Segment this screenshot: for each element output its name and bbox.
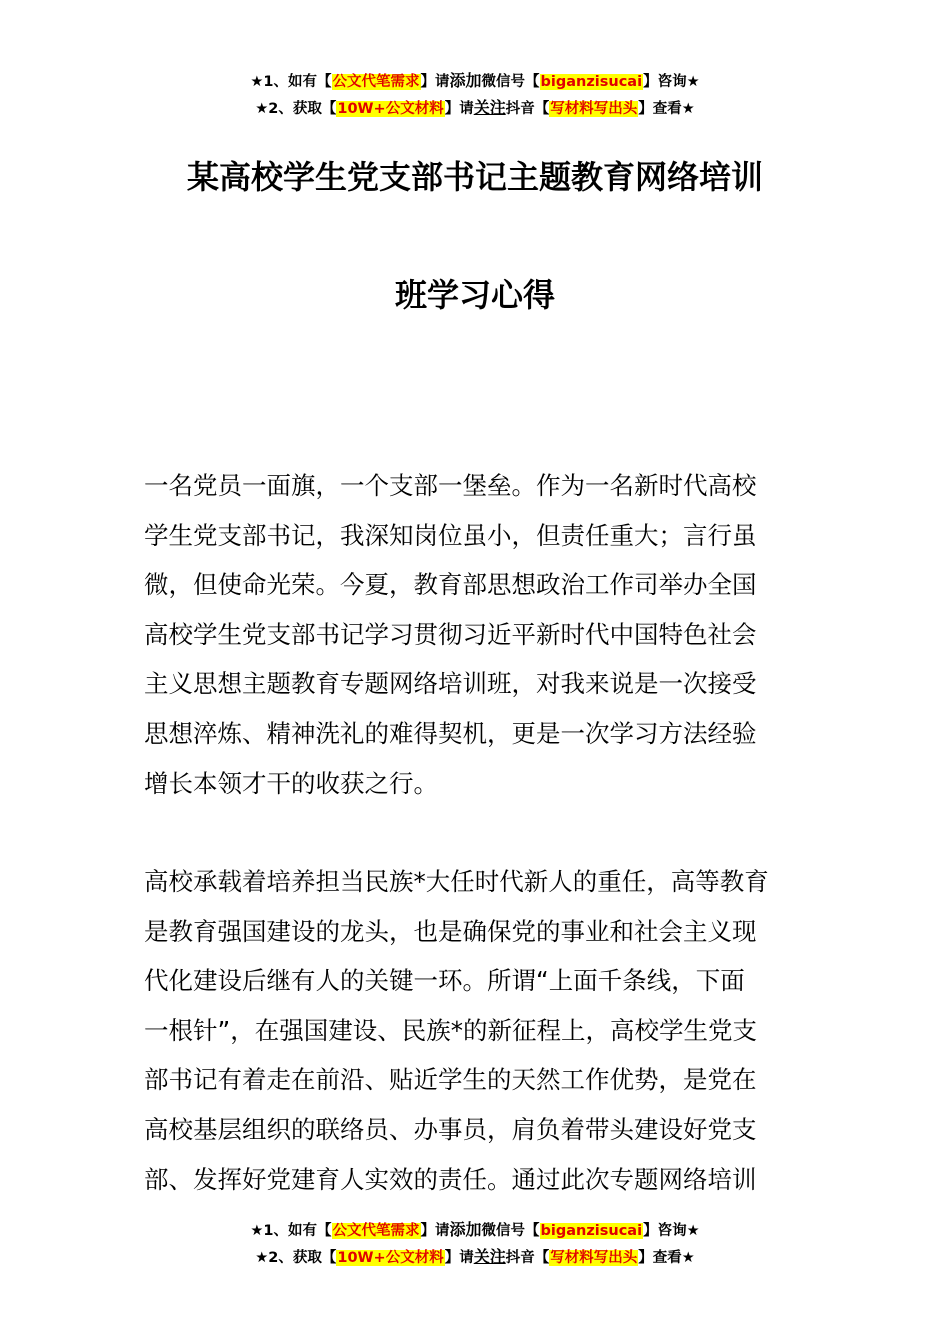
text-line: 高校学生党支部书记学习贯彻习近平新时代中国特色社会	[144, 619, 757, 649]
text-line: 增长本领才干的收获之行。	[144, 768, 438, 798]
highlight-materials: 10W+公文材料	[337, 1250, 444, 1266]
text-line: 微，但使命光荣。今夏，教育部思想政治工作司举办全国	[144, 570, 757, 600]
text-line: 主义思想主题教育专题网络培训班，对我来说是一次接受	[144, 669, 757, 699]
paragraph-2	[144, 857, 808, 1204]
highlight-wechat-id: biganzisucai	[540, 1223, 643, 1239]
highlight-wechat-id: biganzisucai	[540, 74, 643, 90]
banner-line-2: ★2、获取【10W+公文材料】请关注抖音【写材料写出头】查看★	[255, 1247, 695, 1266]
document-title-line-1: 某高校学生党支部书记主题教育网络培训	[186, 158, 763, 196]
text-line: 高校承载着培养担当民族*大任时代新人的重任，高等教育	[144, 867, 769, 896]
highlight-materials: 10W+公文材料	[337, 101, 444, 117]
highlight-service: 公文代笔需求	[332, 1223, 420, 1239]
text-line: 是教育强国建设的龙头，也是确保党的事业和社会主义现	[144, 916, 757, 946]
highlight-service: 公文代笔需求	[332, 74, 420, 90]
text-line: 高校基层组织的联络员、办事员，肩负着带头建设好党支	[144, 1114, 757, 1144]
text-line: 代化建设后继有人的关键一环。所谓“上面千条线，下面	[144, 966, 745, 996]
text-line: 思想淬炼、精神洗礼的难得契机，更是一次学习方法经验	[144, 718, 757, 748]
paragraph-1	[144, 461, 808, 808]
banner-line-1: ★1、如有【公文代笔需求】请添加微信号【biganzisucai】咨询★	[250, 71, 700, 90]
banner-line-1: ★1、如有【公文代笔需求】请添加微信号【biganzisucai】咨询★	[250, 1220, 700, 1239]
document-title-line-2: 班学习心得	[394, 276, 555, 314]
top-banner	[0, 68, 950, 122]
text-line: 部、发挥好党建育人实效的责任。通过此次专题网络培训	[144, 1164, 757, 1194]
text-line: 部书记有着走在前沿、贴近学生的天然工作优势，是党在	[144, 1065, 757, 1095]
highlight-douyin: 写材料写出头	[550, 1250, 638, 1266]
text-line: 学生党支部书记，我深知岗位虽小，但责任重大；言行虽	[144, 520, 757, 550]
text-line: 一根针”，在强国建设、民族*的新征程上，高校学生党支	[144, 1015, 757, 1045]
highlight-douyin: 写材料写出头	[550, 101, 638, 117]
bottom-banner	[0, 1217, 950, 1271]
banner-line-2: ★2、获取【10W+公文材料】请关注抖音【写材料写出头】查看★	[255, 98, 695, 117]
text-line: 一名党员一面旗，一个支部一堡垒。作为一名新时代高校	[144, 471, 757, 500]
